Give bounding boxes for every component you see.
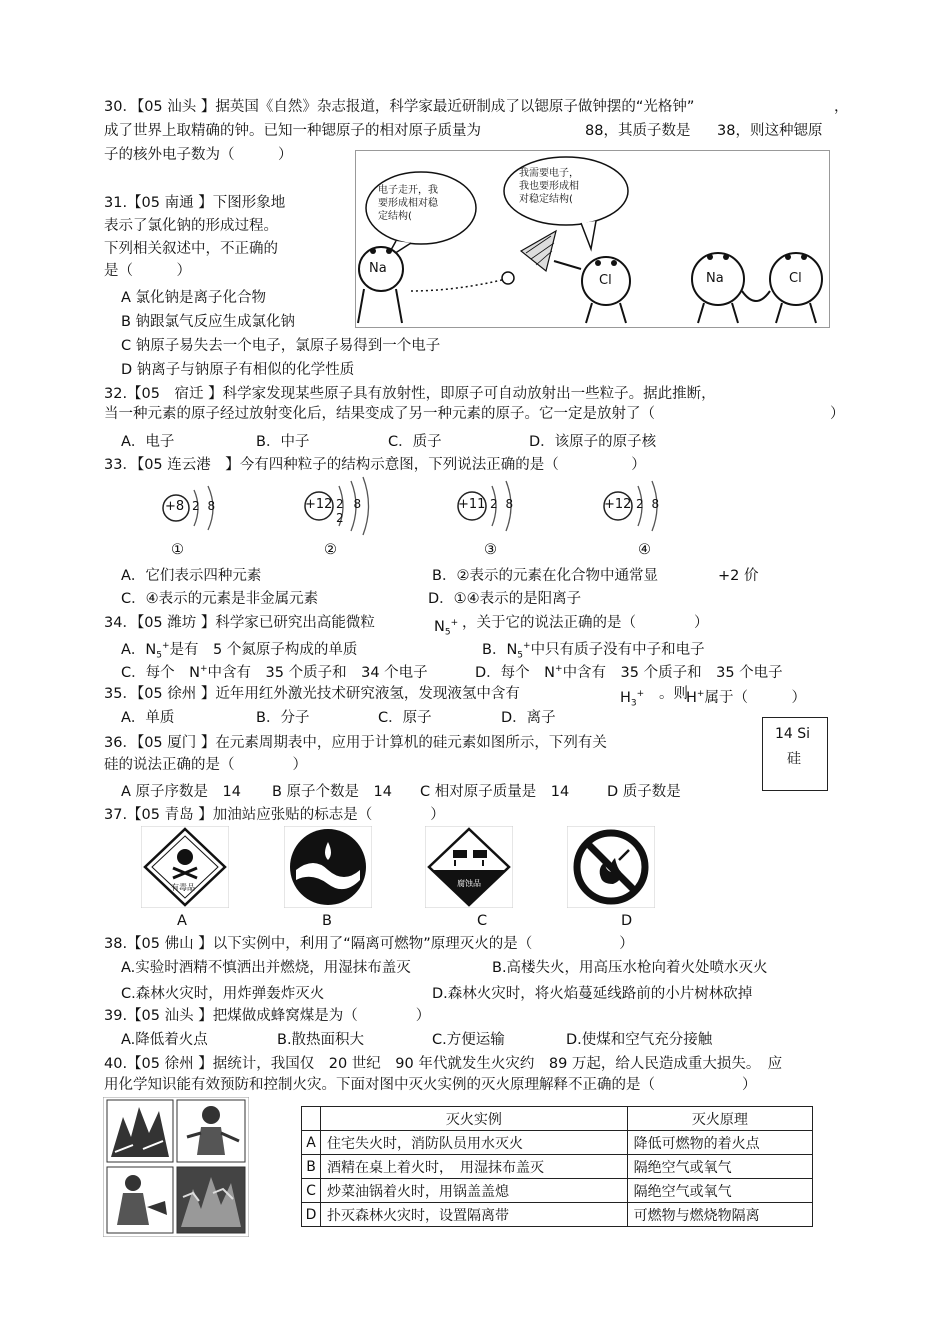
q38-option-c: C.森林火灾时，用炸弹轰炸灭火 bbox=[121, 986, 325, 1002]
q34-option-b: B．$N_5^+$中只有质子没有中子和电子 bbox=[482, 641, 705, 661]
silicon-element-cell bbox=[762, 717, 828, 791]
atom-label-3: ③ bbox=[484, 542, 497, 558]
table-header-row bbox=[302, 1107, 813, 1131]
q39-option-c: C.方便运输 bbox=[432, 1032, 505, 1048]
bubble-right-text-2: 我也要形成相 bbox=[519, 181, 579, 192]
q34-line1a: 34．【05 潍坊 】科学家已研究出高能微粒 bbox=[104, 615, 375, 631]
atom-label-4: ④ bbox=[638, 542, 651, 558]
table-cell-key: D bbox=[302, 1203, 321, 1227]
q36-option-c: C 相对原子质量是 14 bbox=[420, 784, 570, 800]
atom-label-1: ① bbox=[171, 542, 184, 558]
q34-option-c: C．每个 N+中含有 35 个质子和 34 个电子 bbox=[121, 664, 428, 681]
q30-line1: 30．【05 汕头 】据英国《自然》杂志报道，科学家最近研制成了以锶原子做钟摆的“光格钟” bbox=[104, 99, 695, 115]
q37-line1: 37.【05 青岛 】加油站应张贴的标志是（ ） bbox=[104, 807, 445, 823]
q33-option-c: C．④表示的元素是非金属元素 bbox=[121, 591, 319, 607]
sign-label-b: B bbox=[322, 913, 332, 929]
q39-option-a: A.降低着火点 bbox=[121, 1032, 208, 1048]
bubble-left-text-1: 电子走开，我 bbox=[378, 185, 438, 196]
atom1-nucleus: +8 bbox=[165, 499, 185, 514]
q30-line2c: 38，则这种锶原 bbox=[717, 123, 823, 139]
q32-option-c: C．质子 bbox=[388, 434, 442, 450]
q31-line4: 是（ ） bbox=[104, 263, 191, 279]
cl-ion-label: Cl bbox=[789, 271, 802, 286]
atom-diagram-1 bbox=[156, 480, 222, 538]
table-header-key bbox=[302, 1107, 321, 1131]
q30-line3: 子的核外电子数为（ ） bbox=[104, 147, 293, 163]
table-cell-example: 扑灭森林火灾时，设置隔离带 bbox=[321, 1203, 628, 1227]
sign-c-corrosive bbox=[425, 826, 513, 908]
bubble-right-text-1: 我需要电子， bbox=[519, 168, 579, 179]
q33-option-d: D．①④表示的是阳离子 bbox=[428, 591, 582, 607]
q35-line1c: 。则 bbox=[659, 686, 688, 702]
q33-option-b-tail: +2 价 bbox=[718, 568, 759, 584]
cartoon-drawing bbox=[356, 151, 829, 327]
q33-line1: 33．【05 连云港 】今有四种粒子的结构示意图，下列说法正确的是（ ） bbox=[104, 457, 646, 473]
atom4-nucleus: +12 bbox=[604, 497, 632, 512]
q31-option-a: A 氯化钠是离子化合物 bbox=[121, 290, 267, 306]
q40-line1: 40.【05 徐州 】据统计，我国仅 20 世纪 90 年代就发生火灾约 89 万起，给人民造成重大损失。 应 bbox=[104, 1056, 783, 1072]
atom2-shells: 2 8 2 bbox=[336, 497, 365, 525]
sign-c-text: 腐蚀品 bbox=[457, 879, 481, 888]
table-cell-key: B bbox=[302, 1155, 321, 1179]
q38-option-d: D.森林火灾时，将火焰蔓延线路前的小片树林砍掉 bbox=[432, 986, 753, 1002]
q34-option-d: D．每个 N+中含有 35 个质子和 35 个电子 bbox=[475, 664, 783, 681]
table-cell-example: 炒菜油锅着火时，用锅盖盖熄 bbox=[321, 1179, 628, 1203]
atom2-nucleus: +12 bbox=[305, 497, 333, 512]
q30-line2b: 88，其质子数是 bbox=[585, 123, 691, 139]
table-cell-principle: 隔绝空气或氧气 bbox=[627, 1179, 812, 1203]
bubble-left-text-2: 要形成相对稳 bbox=[378, 198, 438, 209]
bubble-right-text-3: 对稳定结构( bbox=[519, 194, 573, 205]
q31-line2: 表示了氯化钠的形成过程。 bbox=[104, 218, 278, 234]
q32-option-a: A．电子 bbox=[121, 434, 175, 450]
q36-line1: 36．【05 厦门 】在元素周期表中，应用于计算机的硅元素如图所示，下列有关 bbox=[104, 735, 607, 751]
q35-option-c: C．原子 bbox=[378, 710, 432, 726]
q34-line1c: ，关于它的说法正确的是（ ） bbox=[462, 615, 709, 631]
q39-option-d: D.使煤和空气充分接触 bbox=[566, 1032, 713, 1048]
silicon-number-symbol: 14 Si bbox=[775, 726, 811, 742]
silicon-name: 硅 bbox=[787, 751, 801, 767]
table-cell-example: 酒精在桌上着火时， 用湿抹布盖灭 bbox=[321, 1155, 628, 1179]
table-row bbox=[302, 1131, 813, 1155]
atom-diagram-4 bbox=[598, 476, 666, 536]
q31-option-b: B 钠跟氯气反应生成氯化钠 bbox=[121, 314, 296, 330]
table-cell-key: A bbox=[302, 1131, 321, 1155]
q35-h3-2: H+属于（ ） bbox=[686, 689, 806, 706]
q40-line2: 用化学知识能有效预防和控制火灾。下面对图中灭火实例的灭火原理解释不正确的是（ ） bbox=[104, 1077, 757, 1093]
q39-option-b: B.散热面积大 bbox=[277, 1032, 365, 1048]
sign-label-d: D bbox=[621, 913, 633, 929]
q35-h3-1: $H_3^+$ bbox=[620, 689, 645, 709]
table-cell-key: C bbox=[302, 1179, 321, 1203]
na-atom-label: Na bbox=[369, 261, 387, 276]
q32-option-d: D．该原子的原子核 bbox=[529, 434, 657, 450]
fire-scenes-image bbox=[103, 1097, 249, 1237]
sign-label-a: A bbox=[177, 913, 187, 929]
cl-atom-label: Cl bbox=[599, 273, 612, 288]
q38-option-a: A.实验时酒精不慎洒出并燃烧，用湿抹布盖灭 bbox=[121, 960, 411, 976]
table-header-principle: 灭火原理 bbox=[627, 1107, 812, 1131]
table-cell-principle: 隔绝空气或氧气 bbox=[627, 1155, 812, 1179]
fire-principle-table bbox=[301, 1106, 813, 1227]
sign-a-text: 有毒品 bbox=[171, 883, 195, 892]
q35-option-a: A．单质 bbox=[121, 710, 175, 726]
q36-line2: 硅的说法正确的是（ ） bbox=[104, 757, 307, 773]
q36-option-a: A 原子序数是 14 bbox=[121, 784, 241, 800]
atom3-shells: 2 8 bbox=[490, 497, 516, 511]
atom1-shells: 2 8 bbox=[192, 499, 218, 513]
q31-option-d: D 钠离子与钠原子有相似的化学性质 bbox=[121, 362, 355, 378]
table-row bbox=[302, 1179, 813, 1203]
atom-diagram-2 bbox=[299, 474, 375, 538]
q34-option-a: A．$N_5^+$是有 5 个氮原子构成的单质 bbox=[121, 641, 358, 661]
q32-line2: 当一种元素的原子经过放射变化后，结果变成了另一种元素的原子。它一定是放射了（ bbox=[104, 406, 655, 422]
sign-d-no-fire bbox=[567, 826, 655, 908]
sign-b-explosive bbox=[284, 826, 372, 908]
q31-line1: 31.【05 南通 】下图形象地 bbox=[104, 195, 286, 211]
sign-a-toxic bbox=[141, 826, 229, 908]
q38-option-b: B.高楼失火，用高压水枪向着火处喷水灭火 bbox=[492, 960, 768, 976]
table-header-example: 灭火实例 bbox=[321, 1107, 628, 1131]
q36-option-d: D 质子数是 bbox=[607, 784, 681, 800]
atom-label-2: ② bbox=[324, 542, 337, 558]
table-row bbox=[302, 1203, 813, 1227]
q31-option-c: C 钠原子易失去一个电子，氯原子易得到一个电子 bbox=[121, 338, 441, 354]
q36-option-b: B 原子个数是 14 bbox=[272, 784, 393, 800]
q33-option-a: A．它们表示四种元素 bbox=[121, 568, 262, 584]
q31-line3: 下列相关叙述中，不正确的 bbox=[104, 241, 278, 257]
table-cell-example: 住宅失火时，消防队员用水灭火 bbox=[321, 1131, 628, 1155]
q30-line2: 成了世界上取精确的钟。已知一种锶原子的相对原子质量为 bbox=[104, 123, 481, 139]
q35-option-b: B．分子 bbox=[256, 710, 310, 726]
atom-diagram-3 bbox=[452, 476, 520, 536]
q35-option-d: D．离子 bbox=[501, 710, 556, 726]
q34-line1-n5: $N_5^+$ bbox=[434, 618, 459, 638]
table-cell-principle: 降低可燃物的着火点 bbox=[627, 1131, 812, 1155]
sign-label-c: C bbox=[477, 913, 488, 929]
q30-line1-end: ， bbox=[834, 99, 849, 115]
q35-line1a: 35．【05 徐州 】近年用红外激光技术研究液氢，发现液氢中含有 bbox=[104, 686, 520, 702]
table-row bbox=[302, 1155, 813, 1179]
q32-option-b: B．中子 bbox=[256, 434, 310, 450]
nacl-formation-cartoon bbox=[355, 150, 830, 328]
q32-line1: 32.【05 宿迁 】科学家发现某些原子具有放射性，即原子可自动放射出一些粒子。据此推断， bbox=[104, 386, 716, 402]
na-ion-label: Na bbox=[706, 271, 724, 286]
atom4-shells: 2 8 bbox=[636, 497, 662, 511]
atom3-nucleus: +11 bbox=[458, 497, 486, 512]
q39-line1: 39.【05 汕头 】把煤做成蜂窝煤是为（ ） bbox=[104, 1008, 431, 1024]
q33-option-b: B．②表示的元素在化合物中通常显 bbox=[432, 568, 658, 584]
q32-line2-end: ） bbox=[830, 406, 845, 422]
bubble-left-text-3: 定结构( bbox=[378, 211, 412, 222]
q38-line1: 38.【05 佛山 】以下实例中，利用了“隔离可燃物”原理灭火的是（ ） bbox=[104, 936, 634, 952]
table-cell-principle: 可燃物与燃烧物隔离 bbox=[627, 1203, 812, 1227]
